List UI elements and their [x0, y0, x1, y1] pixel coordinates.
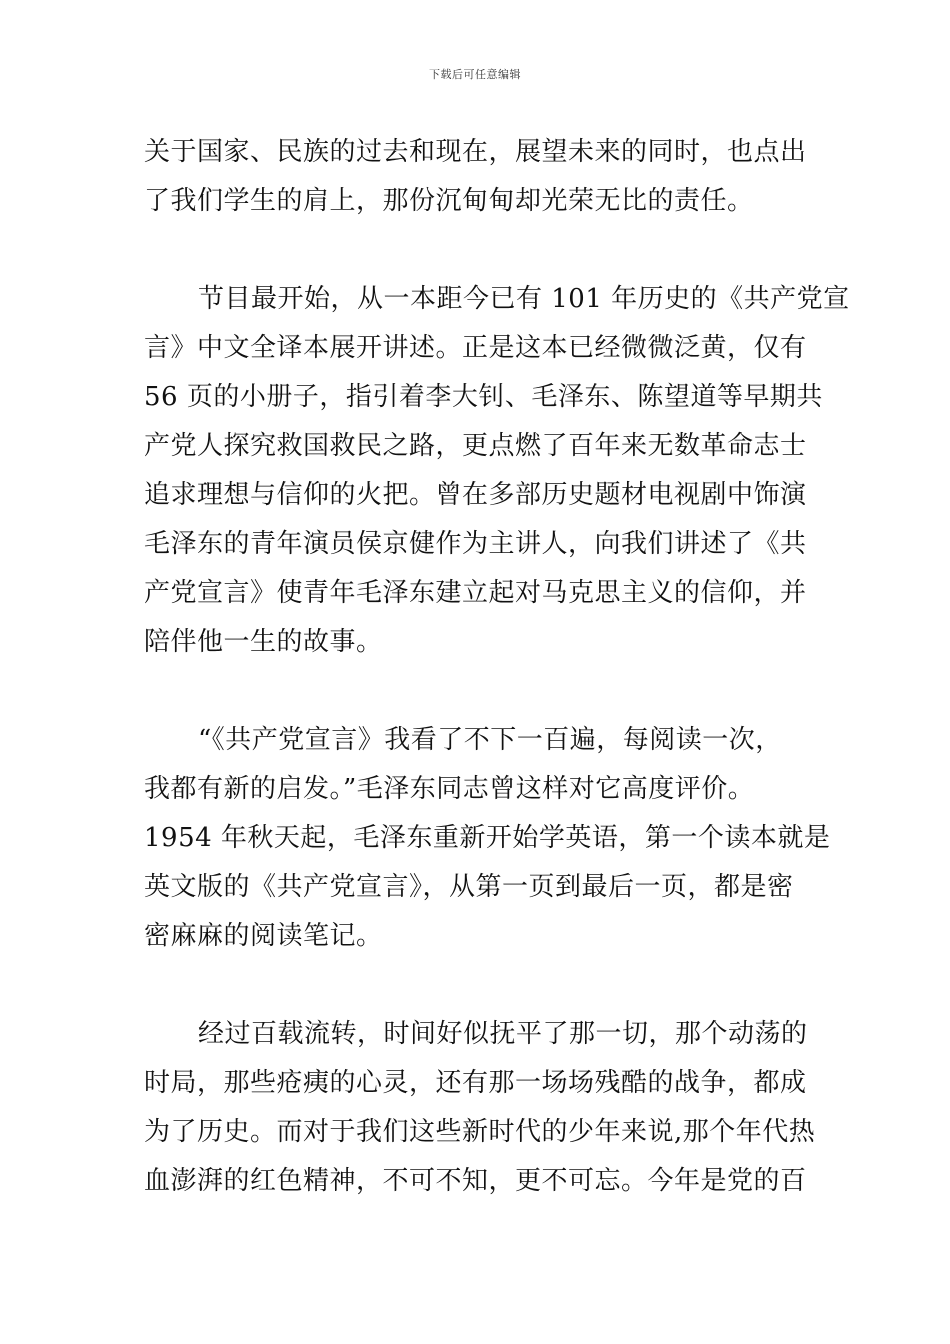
- text-line: 时局，那些疮痍的心灵，还有那一场场残酷的战争，都成: [144, 1068, 807, 1098]
- document-body: [144, 128, 850, 1206]
- text-line: 言》中文全译本展开讲述。正是这本已经微微泛黄，仅有: [144, 333, 807, 363]
- paragraph-1: [144, 128, 824, 226]
- text-line: 56 页的小册子，指引着李大钊、毛泽东、陈望道等早期共: [144, 382, 823, 412]
- text-line: 1954 年秋天起，毛泽东重新开始学英语，第一个读本就是: [144, 823, 831, 853]
- text-line: 为了历史。而对于我们这些新时代的少年来说,那个年代热: [144, 1117, 816, 1147]
- text-line: 陪伴他一生的故事。: [144, 627, 383, 657]
- paragraph-spacer: [144, 961, 824, 1010]
- text-line: 毛泽东的青年演员侯京健作为主讲人，向我们讲述了《共: [144, 529, 807, 559]
- text-line: 血澎湃的红色精神，不可不知，更不可忘。今年是党的百: [144, 1166, 807, 1196]
- paragraph-4: [144, 1010, 824, 1206]
- text-line: 关于国家、民族的过去和现在，展望未来的同时，也点出: [144, 137, 807, 167]
- text-line: 产党人探究救国救民之路，更点燃了百年来无数革命志士: [144, 431, 807, 461]
- text-line: “《共产党宣言》我看了不下一百遍，每阅读一次，: [198, 725, 782, 755]
- paragraph-spacer: [144, 226, 824, 275]
- text-line: 产党宣言》使青年毛泽东建立起对马克思主义的信仰，并: [144, 578, 807, 608]
- paragraph-3: [144, 716, 831, 961]
- paragraph-spacer: [144, 667, 824, 716]
- text-line: 密麻麻的阅读笔记。: [144, 921, 383, 951]
- text-line: 了我们学生的肩上，那份沉甸甸却光荣无比的责任。: [144, 186, 754, 216]
- text-line: 节目最开始，从一本距今已有 101 年历史的《共产党宣: [198, 284, 850, 314]
- text-line: 追求理想与信仰的火把。曾在多部历史题材电视剧中饰演: [144, 480, 807, 510]
- text-line: 我都有新的启发。”毛泽东同志曾这样对它高度评价。: [144, 774, 755, 804]
- page-header-note: 下载后可任意编辑: [429, 68, 521, 81]
- paragraph-2: [144, 275, 850, 667]
- text-line: 经过百载流转，时间好似抚平了那一切，那个动荡的: [198, 1019, 808, 1049]
- text-line: 英文版的《共产党宣言》，从第一页到最后一页，都是密: [144, 872, 794, 902]
